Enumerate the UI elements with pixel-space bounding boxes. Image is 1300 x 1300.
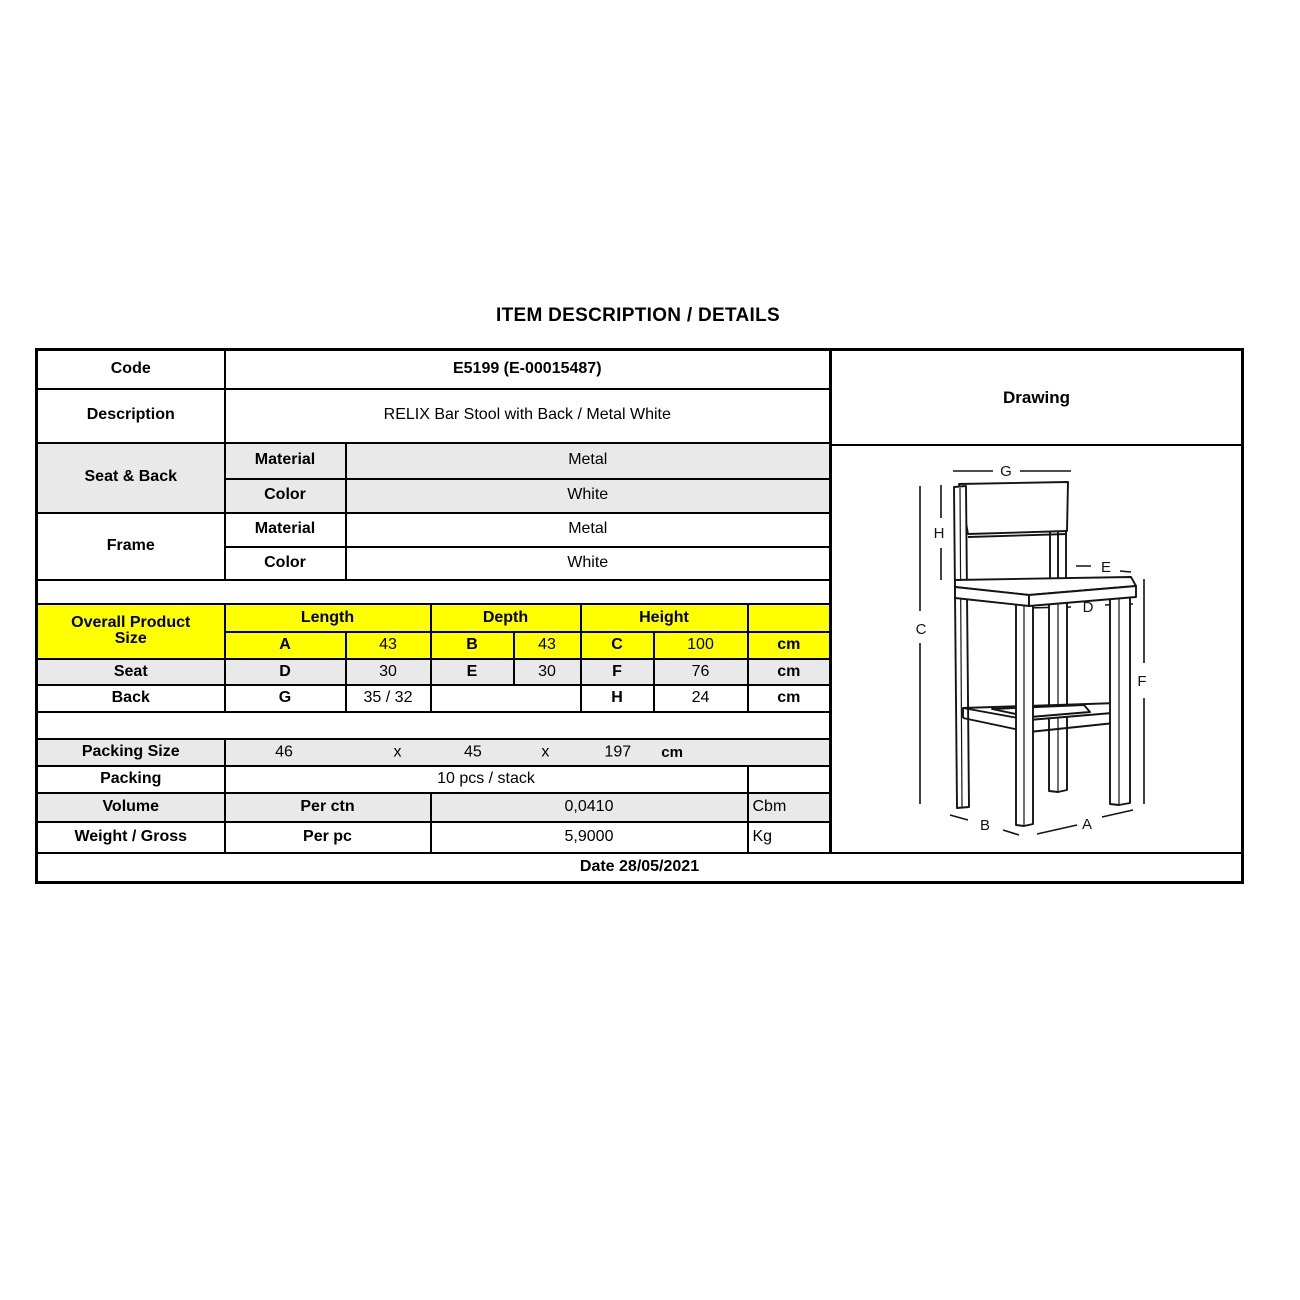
weight-label-cell: Weight / Gross (37, 822, 225, 853)
dim-label-d: D (1082, 599, 1094, 616)
packing-label-cell: Packing (37, 766, 225, 793)
drawing-header: Drawing (832, 351, 1241, 446)
code-label-cell: Code (37, 350, 225, 389)
frame-label-cell: Frame (37, 513, 225, 580)
back-row-label-cell: Back (37, 685, 225, 712)
seat-back-color-label-cell: Color (225, 479, 346, 513)
packing-size-x2: x (541, 743, 550, 761)
weight-basis-cell: Per pc (225, 822, 431, 853)
volume-basis-cell: Per ctn (225, 793, 431, 822)
length-header-cell: Length (225, 604, 431, 632)
seat-f-letter-cell: F (581, 659, 654, 685)
size-c-value-cell: 100 (654, 632, 748, 659)
seat-e-value-cell: 30 (514, 659, 581, 685)
backrest-panel (959, 482, 1068, 534)
page-title: ITEM DESCRIPTION / DETAILS (495, 305, 780, 326)
footrest-outer (963, 703, 1124, 720)
size-b-letter-cell: B (431, 632, 514, 659)
dim-label-f: F (1137, 673, 1147, 690)
packing-size-height: 197 (604, 743, 632, 761)
dim-label-h: H (933, 525, 945, 542)
frame-material-label-cell: Material (225, 513, 346, 547)
packing-size-x1: x (393, 743, 402, 761)
seat-back-material-label-cell: Material (225, 443, 346, 479)
height-header-cell: Height (581, 604, 748, 632)
back-g-value-cell: 35 / 32 (346, 685, 431, 712)
back-g-letter-cell: G (225, 685, 346, 712)
seat-back-color-value-cell: White (346, 479, 831, 513)
size-a-letter-cell: A (225, 632, 346, 659)
frame-material-value-cell: Metal (346, 513, 831, 547)
overall-product-size-cell (37, 604, 225, 659)
back-h-value-cell: 24 (654, 685, 748, 712)
overall-line2: Size (114, 630, 147, 648)
packing-size-label-cell: Packing Size (37, 739, 225, 766)
seat-d-value-cell: 30 (346, 659, 431, 685)
description-label-cell: Description (37, 389, 225, 443)
seat-f-value-cell: 76 (654, 659, 748, 685)
size-header-empty-cell (748, 604, 831, 632)
frame-color-label-cell: Color (225, 547, 346, 580)
seat-e-letter-cell: E (431, 659, 514, 685)
code-row (37, 350, 1243, 389)
stool-outline (954, 482, 1136, 826)
volume-unit-cell: Cbm (748, 793, 831, 822)
back-row-empty-cell (431, 685, 581, 712)
packing-size-value-cell (225, 739, 831, 766)
packing-value-cell: 10 pcs / stack (225, 766, 748, 793)
packing-empty-cell (748, 766, 831, 793)
volume-label-cell: Volume (37, 793, 225, 822)
right-leg (1110, 590, 1130, 805)
spacer-cell-2 (37, 712, 831, 739)
stool-figure-svg (832, 446, 1239, 852)
date-row (37, 853, 1243, 882)
back-unit-cell: cm (748, 685, 831, 712)
back-right-upright (1050, 530, 1066, 579)
size-unit-cell: cm (748, 632, 831, 659)
dim-label-b: B (979, 817, 991, 834)
code-value-cell: E5199 (E-00015487) (225, 350, 831, 389)
seat-unit-cell: cm (748, 659, 831, 685)
back-h-letter-cell: H (581, 685, 654, 712)
depth-header-cell: Depth (431, 604, 581, 632)
drawing-cell (831, 350, 1243, 854)
weight-value-cell: 5,9000 (431, 822, 748, 853)
packing-size-depth: 45 (464, 743, 482, 761)
seat-back-label-cell: Seat & Back (37, 443, 225, 513)
seat-d-letter-cell: D (225, 659, 346, 685)
frame-color-value-cell: White (346, 547, 831, 580)
size-b-value-cell: 43 (514, 632, 581, 659)
packing-size-unit: cm (661, 743, 683, 761)
description-value-cell: RELIX Bar Stool with Back / Metal White (225, 389, 831, 443)
drawing-figure (832, 446, 1241, 852)
size-c-letter-cell: C (581, 632, 654, 659)
seat-back-material-value-cell: Metal (346, 443, 831, 479)
volume-value-cell: 0,0410 (431, 793, 748, 822)
dim-label-a: A (1081, 816, 1093, 833)
packing-size-length: 46 (275, 743, 293, 761)
spacer-cell-1 (37, 580, 831, 604)
dim-label-g: G (1000, 463, 1012, 480)
size-a-value-cell: 43 (346, 632, 431, 659)
overall-line1: Overall Product (71, 613, 191, 631)
weight-unit-cell: Kg (748, 822, 831, 853)
dim-label-c: C (915, 621, 927, 638)
dim-label-e: E (1100, 559, 1112, 576)
date-cell: Date 28/05/2021 (37, 853, 1243, 882)
item-spec-table (35, 348, 1244, 884)
seat-row-label-cell: Seat (37, 659, 225, 685)
